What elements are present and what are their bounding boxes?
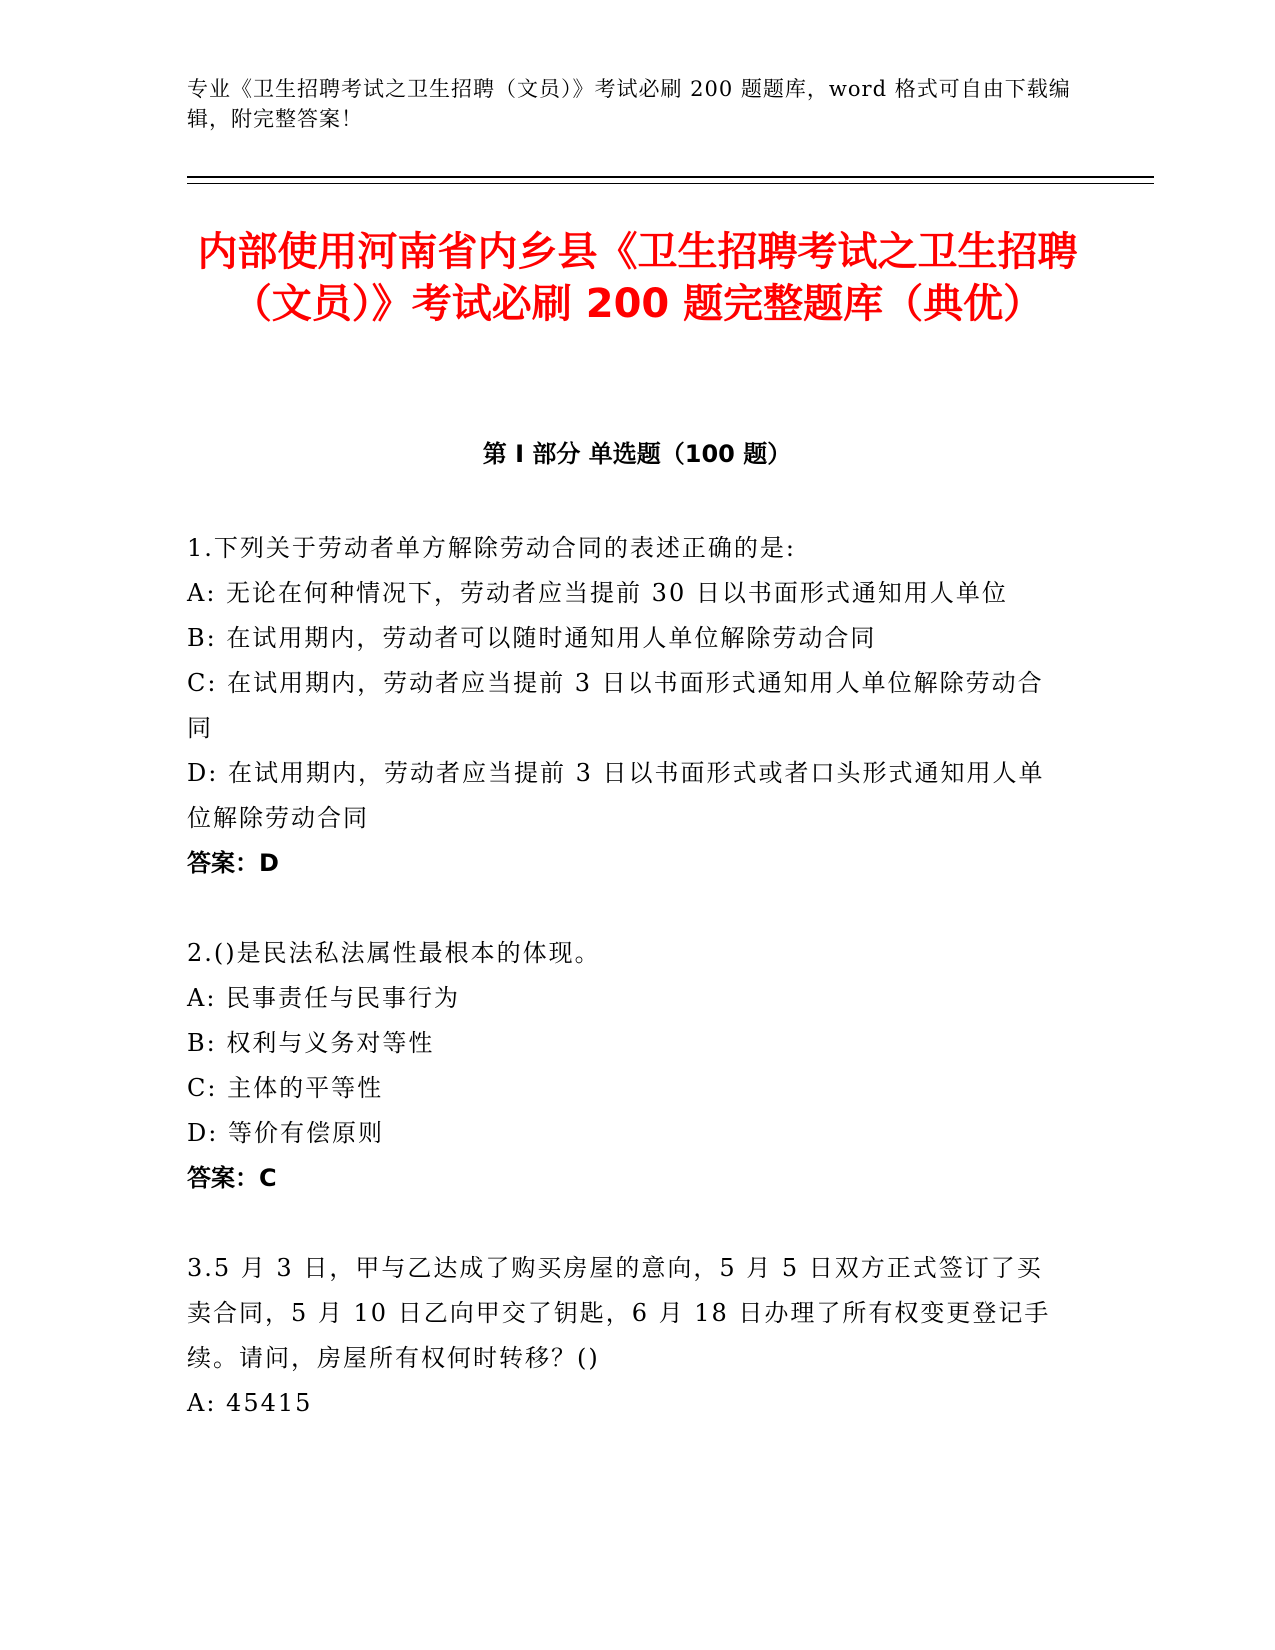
header-divider-thin — [187, 183, 1154, 184]
option-b: B: 在试用期内，劳动者可以随时通知用人单位解除劳动合同 — [187, 624, 877, 652]
option-b: B: 权利与义务对等性 — [187, 1029, 435, 1057]
option-a: A: 民事责任与民事行为 — [187, 984, 461, 1012]
header-note: 专业《卫生招聘考试之卫生招聘（文员）》考试必刷 200 题题库，word 格式可自由下载编辑，附完整答案！ — [187, 77, 1071, 131]
question-stem: 3.5 月 3 日，甲与乙达成了购买房屋的意向，5 月 5 日双方正式签订了买卖合同，5 月 10 日乙向甲交了钥匙，6 月 18 日办理了所有权变更登记手续。请问，房屋所有权何时转移？() — [187, 1254, 1051, 1372]
answer-label: 答案：C — [187, 1164, 277, 1192]
option-c: C: 主体的平等性 — [187, 1074, 384, 1102]
option-c: C: 在试用期内，劳动者应当提前 3 日以书面形式通知用人单位解除劳动合同 — [187, 669, 1044, 742]
question-stem: 2.()是民法私法属性最根本的体现。 — [187, 939, 601, 967]
question-stem: 1.下列关于劳动者单方解除劳动合同的表述正确的是: — [187, 534, 796, 562]
header-divider-thick — [187, 176, 1154, 178]
option-d: D: 等价有偿原则 — [187, 1119, 384, 1147]
option-a: A: 无论在何种情况下，劳动者应当提前 30 日以书面形式通知用人单位 — [187, 579, 1008, 607]
option-a: A: 45415 — [187, 1389, 313, 1417]
option-d: D: 在试用期内，劳动者应当提前 3 日以书面形式或者口头形式通知用人单位解除劳动合同 — [187, 759, 1045, 832]
section-title: 第 I 部分 单选题（100 题） — [482, 440, 792, 468]
document-title: 内部使用河南省内乡县《卫生招聘考试之卫生招聘（文员）》考试必刷 200 题完整题库（典优） — [197, 229, 1078, 327]
answer-label: 答案：D — [187, 849, 279, 877]
question-item — [187, 1246, 1067, 1426]
question-item — [187, 931, 1067, 1201]
question-item — [187, 526, 1067, 886]
question-list — [187, 526, 1067, 1471]
